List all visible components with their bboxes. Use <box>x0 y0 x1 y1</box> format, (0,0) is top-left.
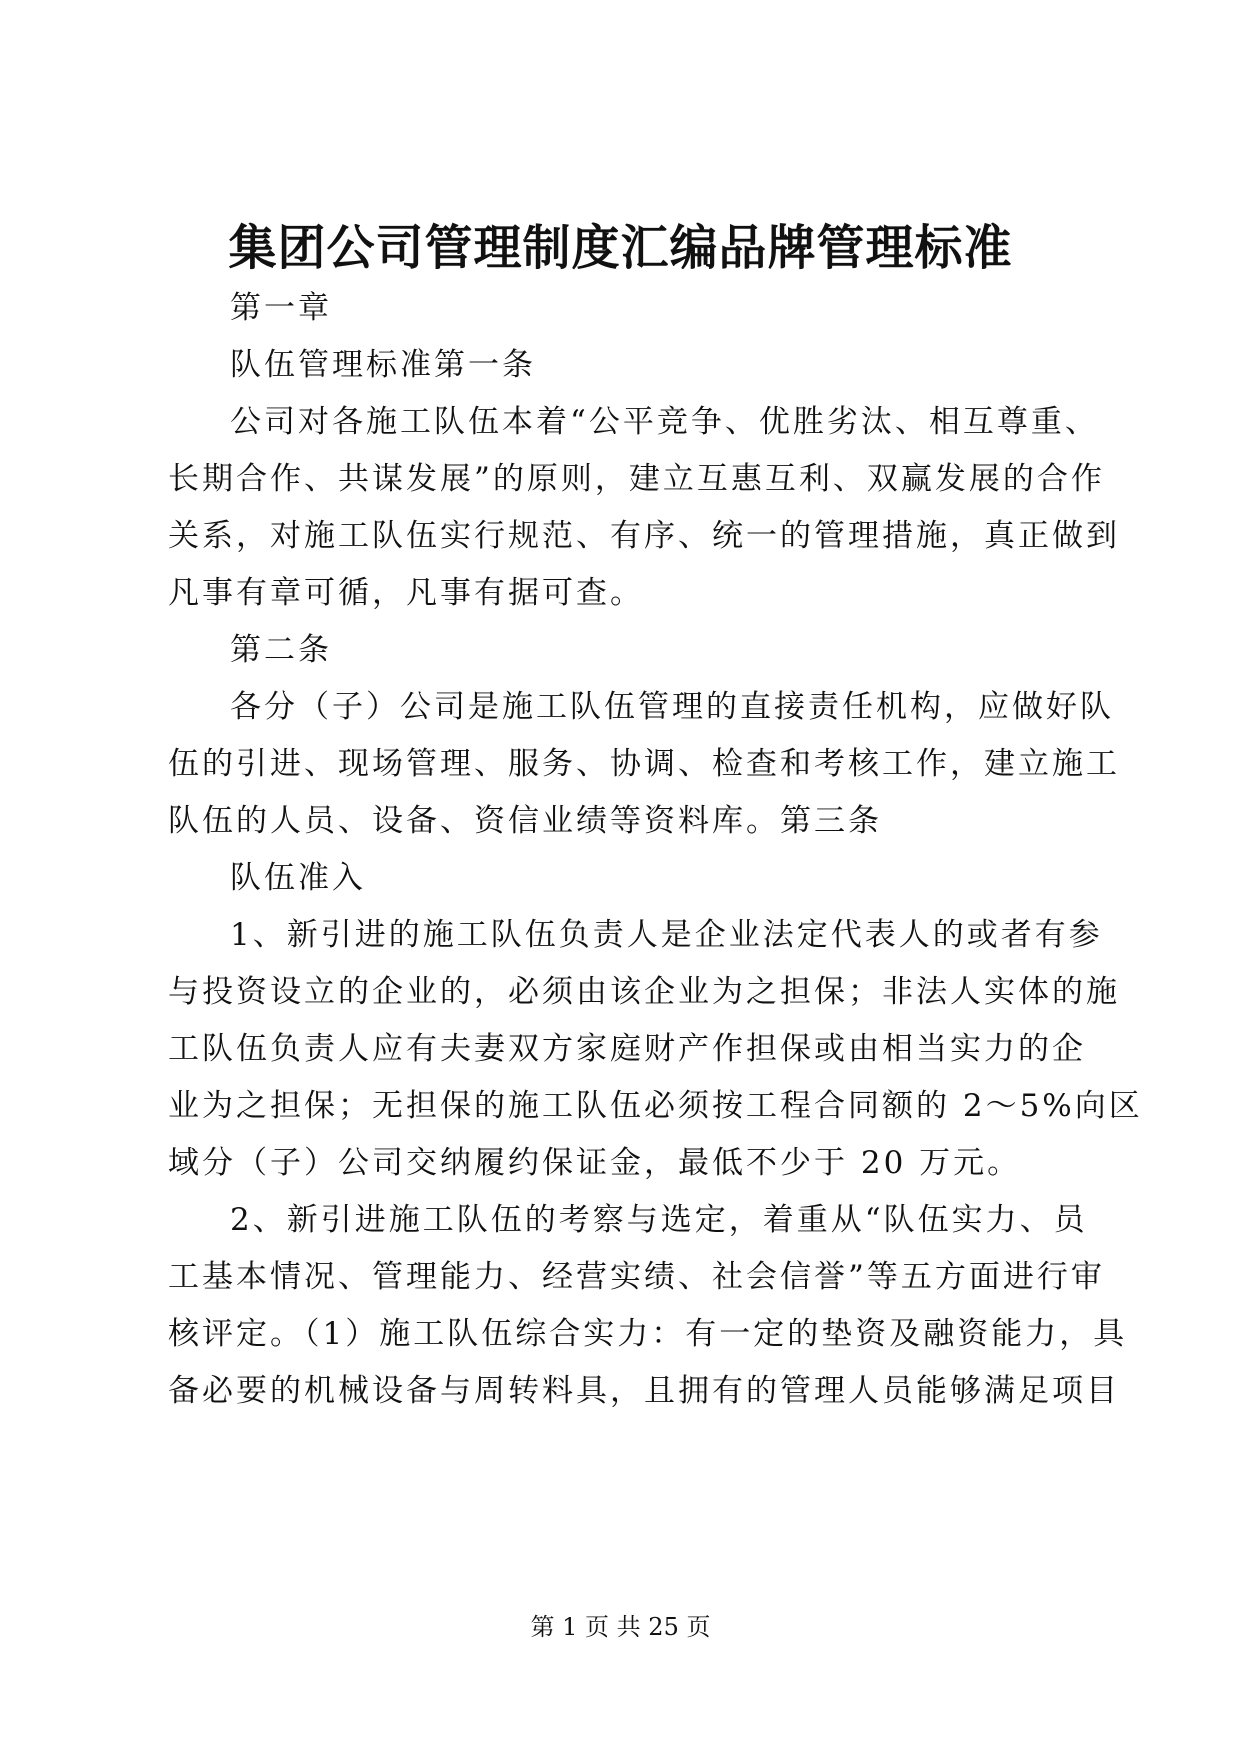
paragraph-line: 备必要的机械设备与周转料具，且拥有的管理人员能够满足项目 <box>168 1373 1120 1409</box>
paragraph-line: 工基本情况、管理能力、经营实绩、社会信誉”等五方面进行审 <box>168 1259 1105 1295</box>
document-title: 集团公司管理制度汇编品牌管理标准 <box>228 220 1013 276</box>
paragraph-line: 核评定。（1）施工队伍综合实力：有一定的垫资及融资能力，具 <box>168 1316 1128 1352</box>
paragraph-line: 第一章 <box>230 290 332 326</box>
paragraph-line: 1、新引进的施工队伍负责人是企业法定代表人的或者有参 <box>230 917 1103 953</box>
paragraph-line: 队伍管理标准第一条 <box>230 347 536 383</box>
paragraph-line: 队伍的人员、设备、资信业绩等资料库。第三条 <box>168 803 882 839</box>
paragraph-line: 公司对各施工队伍本着“公平竞争、优胜劣汰、相互尊重、 <box>230 404 1099 440</box>
page-number-footer: 第 1 页 共 25 页 <box>530 1613 711 1641</box>
paragraph-line: 伍的引进、现场管理、服务、协调、检查和考核工作，建立施工 <box>168 746 1120 782</box>
paragraph-line: 长期合作、共谋发展”的原则，建立互惠互利、双赢发展的合作 <box>168 461 1105 497</box>
paragraph-line: 各分（子）公司是施工队伍管理的直接责任机构，应做好队 <box>230 689 1114 725</box>
paragraph-line: 队伍准入 <box>230 860 366 896</box>
paragraph-line: 2、新引进施工队伍的考察与选定，着重从“队伍实力、员 <box>230 1202 1088 1238</box>
paragraph-line: 工队伍负责人应有夫妻双方家庭财产作担保或由相当实力的企 <box>168 1031 1086 1067</box>
paragraph-line: 第二条 <box>230 632 332 668</box>
paragraph-line: 与投资设立的企业的，必须由该企业为之担保；非法人实体的施 <box>168 974 1120 1010</box>
paragraph-line: 关系，对施工队伍实行规范、有序、统一的管理措施，真正做到 <box>168 518 1120 554</box>
paragraph-line: 凡事有章可循，凡事有据可查。 <box>168 575 644 611</box>
paragraph-line: 域分（子）公司交纳履约保证金，最低不少于 20 万元。 <box>168 1145 1022 1181</box>
paragraph-line: 业为之担保；无担保的施工队伍必须按工程合同额的 2～5%向区 <box>168 1088 1143 1124</box>
